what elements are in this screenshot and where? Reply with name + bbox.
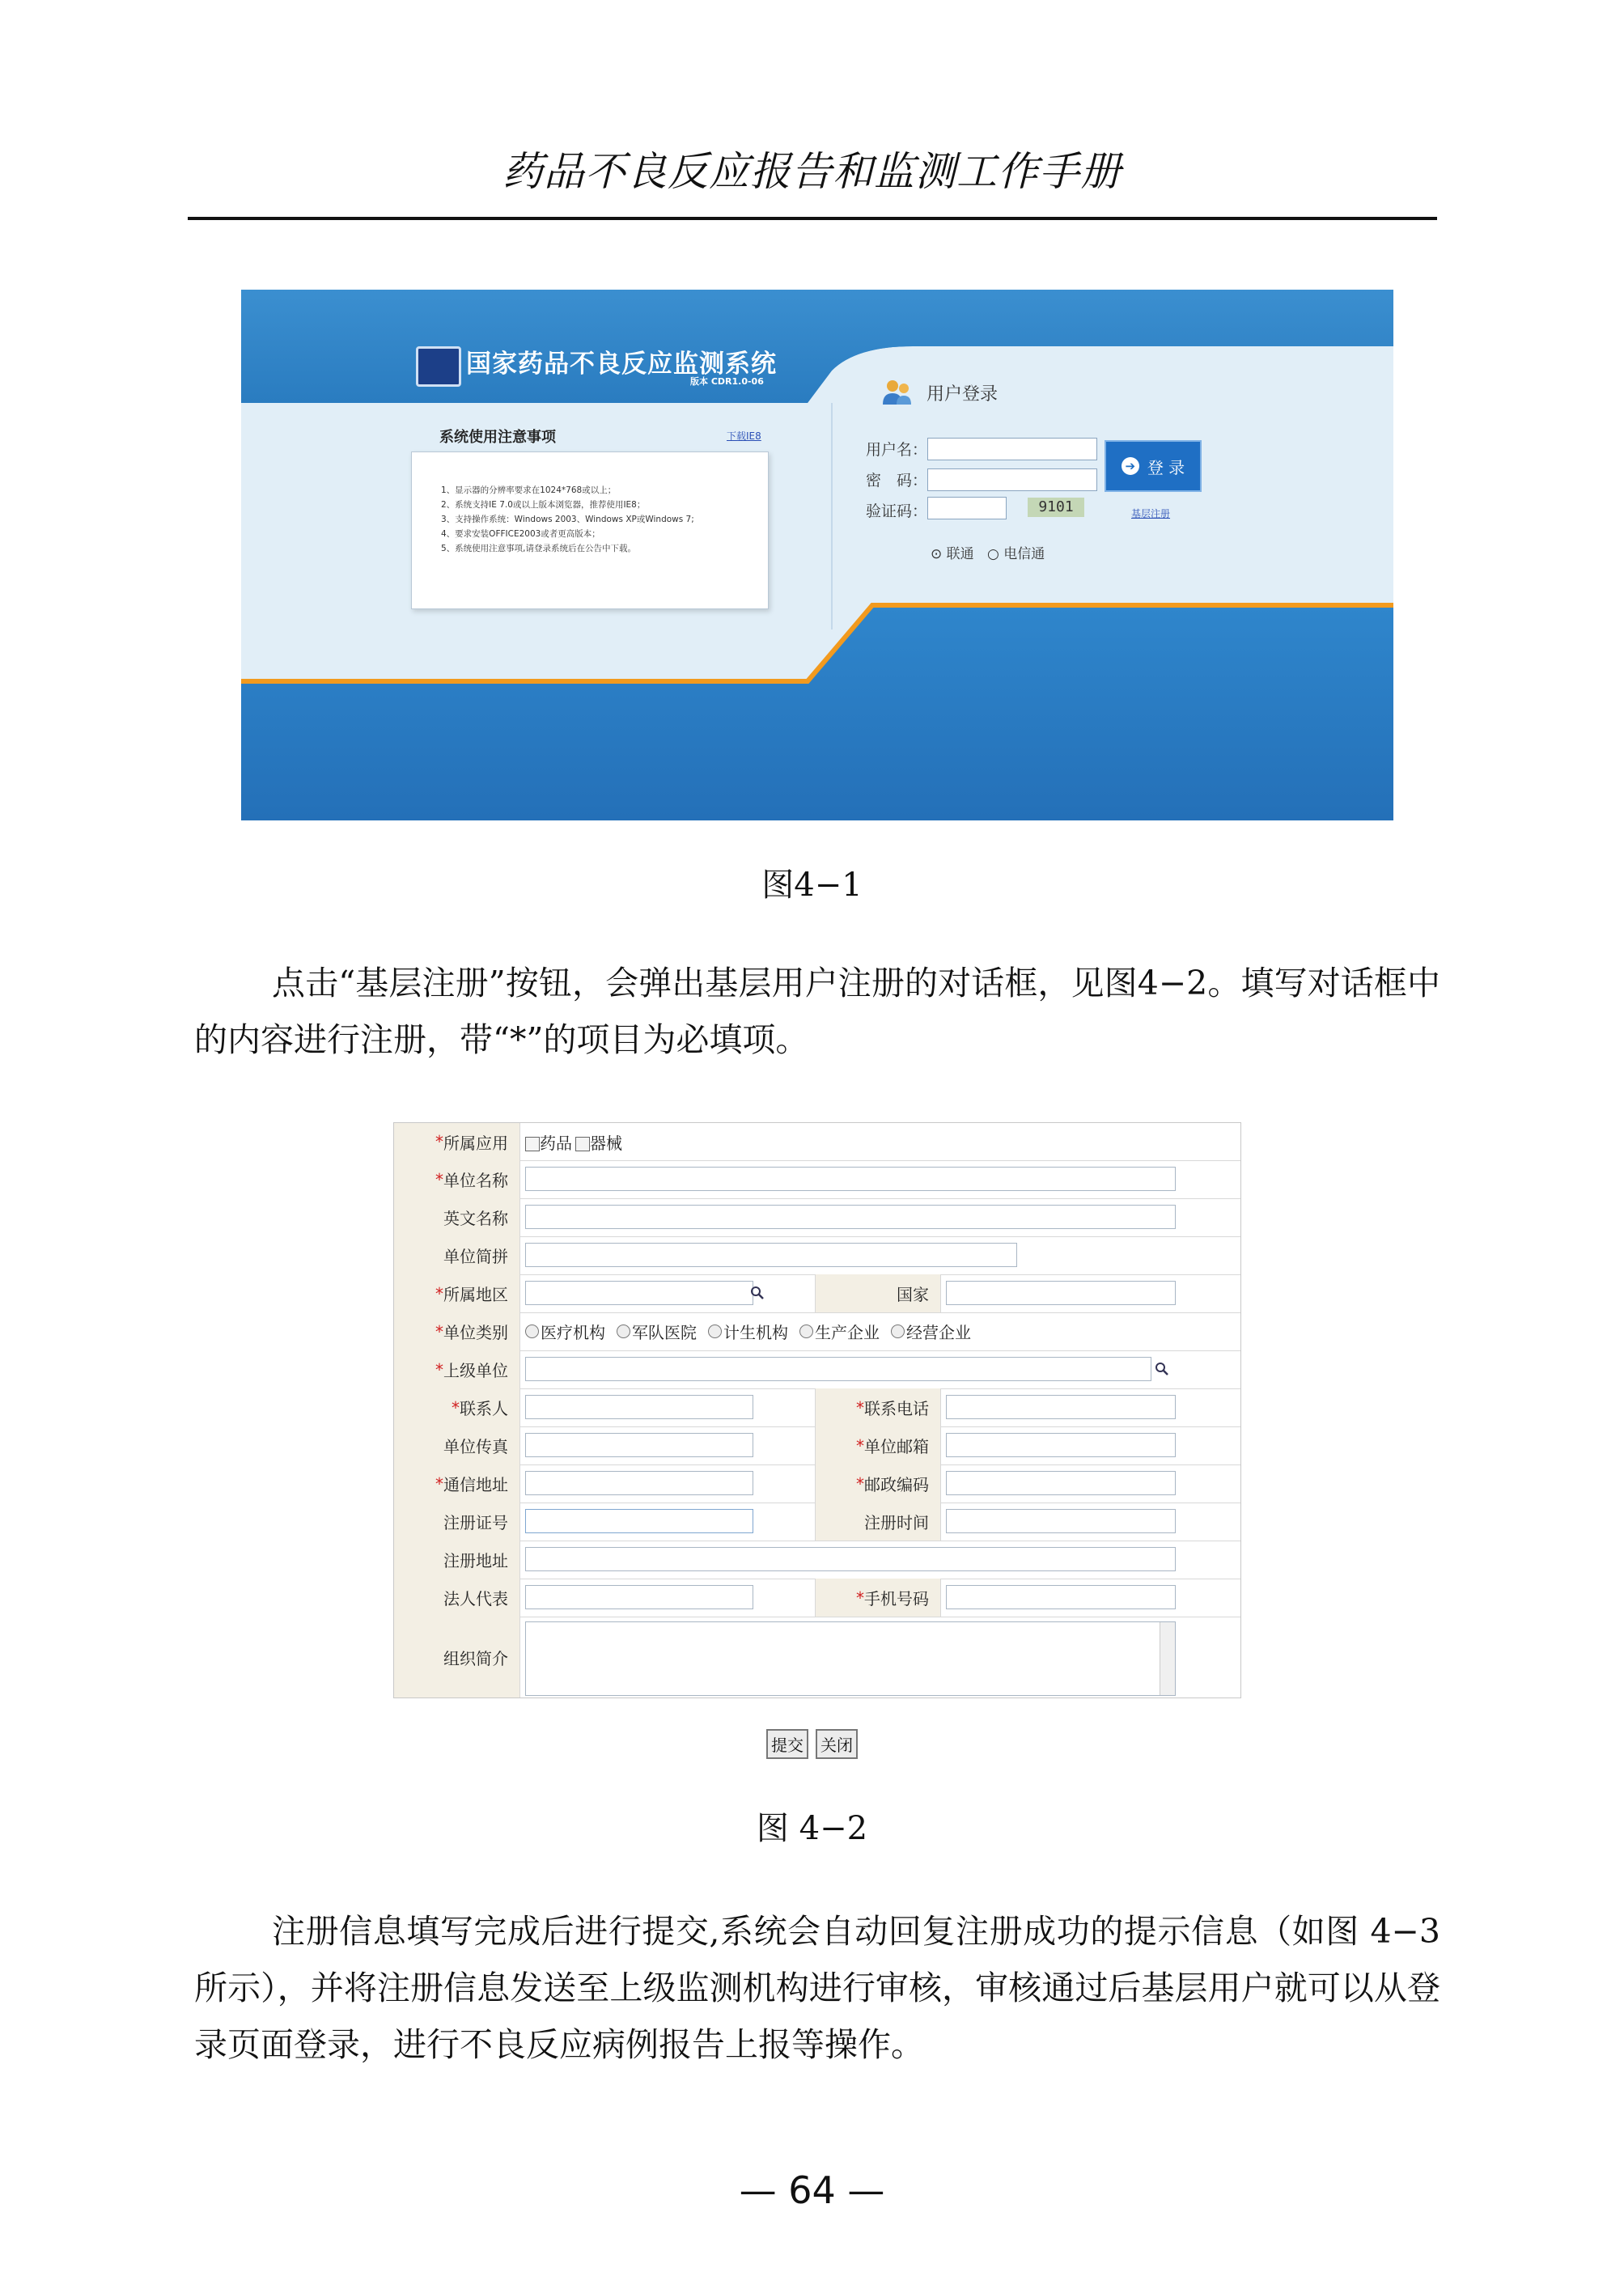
notice-item: 3、支持操作系统：Windows 2003、Windows XP或Windows 7;	[441, 515, 694, 524]
form-row	[394, 1388, 1240, 1427]
email-input[interactable]	[946, 1433, 1176, 1457]
country-input[interactable]	[946, 1281, 1176, 1305]
login-button[interactable]	[1105, 440, 1202, 492]
field-label: * 上级单位	[394, 1350, 520, 1388]
contact-input[interactable]	[525, 1395, 753, 1419]
username-input[interactable]	[927, 438, 1097, 460]
reg-address-input[interactable]	[525, 1547, 1176, 1571]
paragraph	[194, 955, 1440, 1068]
users-icon	[880, 377, 916, 406]
field-label: 注册证号	[394, 1503, 520, 1541]
field-label: 注册地址	[394, 1541, 520, 1579]
arrow-right-icon: ➔	[1122, 457, 1139, 475]
form-row	[394, 1503, 1240, 1541]
login-screenshot	[241, 290, 1393, 820]
field-label: 单位传真	[394, 1426, 520, 1464]
field-label: * 通信地址	[394, 1464, 520, 1503]
password-label: 密 码：	[866, 472, 928, 490]
form-row	[394, 1617, 1240, 1697]
scrollbar[interactable]	[1160, 1622, 1175, 1695]
isp-option-label: 联通	[946, 546, 974, 562]
field-label: 国家	[815, 1274, 941, 1312]
captcha-input[interactable]	[927, 497, 1007, 519]
captcha-image: 9101	[1028, 498, 1084, 517]
radio-distributor[interactable]: 经营企业	[891, 1320, 971, 1343]
postcode-input[interactable]	[946, 1471, 1176, 1495]
isp-option-label: 电信通	[1003, 546, 1045, 562]
system-logo	[416, 346, 461, 387]
form-row	[394, 1312, 1240, 1351]
field-label: * 邮政编码	[815, 1464, 941, 1503]
reg-time-input[interactable]	[946, 1509, 1176, 1533]
form-row	[394, 1579, 1240, 1617]
english-name-input[interactable]	[525, 1205, 1176, 1229]
field-label: 英文名称	[394, 1198, 520, 1236]
search-icon[interactable]	[1155, 1362, 1169, 1376]
paragraph	[194, 1903, 1440, 2073]
region-input[interactable]	[525, 1281, 753, 1305]
search-icon[interactable]	[750, 1286, 765, 1300]
radio-manufacturer[interactable]: 生产企业	[799, 1320, 880, 1343]
radio-medical[interactable]: 医疗机构	[525, 1320, 605, 1343]
field-label: * 单位邮箱	[815, 1426, 941, 1464]
form-row	[394, 1123, 1240, 1161]
field-label: 单位简拼	[394, 1236, 520, 1274]
unit-name-input[interactable]	[525, 1167, 1176, 1191]
form-row	[394, 1426, 1240, 1465]
notice-item: 5、系统使用注意事项,请登录系统后在公告中下载。	[441, 544, 637, 553]
paragraph-text: 注册信息填写完成后进行提交,系统会自动回复注册成功的提示信息（如图 4−3 所示），并将注册信息发送至上级监测机构进行审核，审核通过后基层用户就可以从登录页面登录，进行不良反应病例报告上报等操作。	[194, 1912, 1440, 2064]
form-row	[394, 1198, 1240, 1237]
registration-form	[393, 1122, 1241, 1698]
captcha-label: 验证码：	[866, 502, 928, 520]
form-buttons	[0, 1729, 1624, 1759]
field-label: * 所属地区	[394, 1274, 520, 1312]
figure-caption: 图4−1	[761, 867, 863, 904]
figure-caption: 图 4−2	[756, 1810, 868, 1847]
running-header: 药品不良反应报告和监测工作手册	[502, 148, 1122, 195]
paragraph-text: 点击“基层注册”按钮，会弹出基层用户注册的对话框，见图4−2。填写对话框中的内容进行注册，带“*”的项目为必填项。	[194, 964, 1440, 1059]
unit-abbr-input[interactable]	[525, 1243, 1017, 1267]
field-label: 组织简介	[394, 1617, 520, 1697]
password-input[interactable]	[927, 468, 1097, 491]
notice-item: 4、要求安装OFFICE2003或者更高版本；	[441, 529, 600, 539]
field-label: * 联系电话	[815, 1388, 941, 1426]
username-label: 用户名：	[866, 441, 928, 459]
field-label: 注册时间	[815, 1503, 941, 1541]
notice-title: 系统使用注意事项	[439, 429, 556, 446]
submit-button[interactable]: 提交	[766, 1729, 808, 1759]
field-label: * 单位名称	[394, 1160, 520, 1198]
address-input[interactable]	[525, 1471, 753, 1495]
login-title: 用户登录	[926, 384, 999, 405]
radio-military[interactable]: 军队医院	[617, 1320, 697, 1343]
radio-family-planning[interactable]: 计生机构	[708, 1320, 788, 1343]
unit-type-radios	[525, 1312, 971, 1350]
checkbox-drug[interactable]: 药品	[525, 1130, 572, 1154]
system-version: 版本 CDR1.0-06	[690, 376, 764, 387]
header-rule	[188, 217, 1437, 220]
login-button-label: 登 录	[1147, 457, 1185, 477]
form-row	[394, 1350, 1240, 1389]
field-label: 法人代表	[394, 1579, 520, 1617]
isp-option-telecom[interactable]: ○ 电信通	[987, 546, 1045, 562]
parent-unit-input[interactable]	[525, 1357, 1151, 1381]
notice-item: 1、显示器的分辨率要求在1024*768或以上；	[441, 485, 617, 495]
form-row	[394, 1464, 1240, 1503]
field-label: * 联系人	[394, 1388, 520, 1426]
notice-item: 2、系统支持IE 7.0或以上版本浏览器，推荐使用IE8；	[441, 500, 646, 510]
field-label: * 手机号码	[815, 1579, 941, 1617]
app-checkboxes	[525, 1123, 622, 1160]
legal-rep-input[interactable]	[525, 1585, 753, 1609]
download-ie8-link[interactable]: 下载IE8	[727, 430, 761, 442]
form-row	[394, 1160, 1240, 1199]
system-title: 国家药品不良反应监测系统	[466, 350, 777, 379]
mobile-input[interactable]	[946, 1585, 1176, 1609]
field-label: * 所属应用	[394, 1123, 520, 1160]
form-row	[394, 1274, 1240, 1313]
org-intro-textarea[interactable]	[525, 1621, 1176, 1696]
isp-option-unicom[interactable]: ⊙ 联通	[931, 546, 974, 562]
checkbox-device[interactable]: 器械	[575, 1130, 622, 1154]
fax-input[interactable]	[525, 1433, 753, 1457]
reg-no-input[interactable]	[525, 1509, 753, 1533]
notice-box	[411, 451, 769, 609]
contact-phone-input[interactable]	[946, 1395, 1176, 1419]
close-button[interactable]: 关闭	[816, 1729, 858, 1759]
form-row	[394, 1236, 1240, 1275]
page-number: — 64 —	[739, 2168, 885, 2212]
form-row	[394, 1541, 1240, 1579]
register-link[interactable]: 基层注册	[1131, 508, 1171, 519]
field-label: * 单位类别	[394, 1312, 520, 1350]
